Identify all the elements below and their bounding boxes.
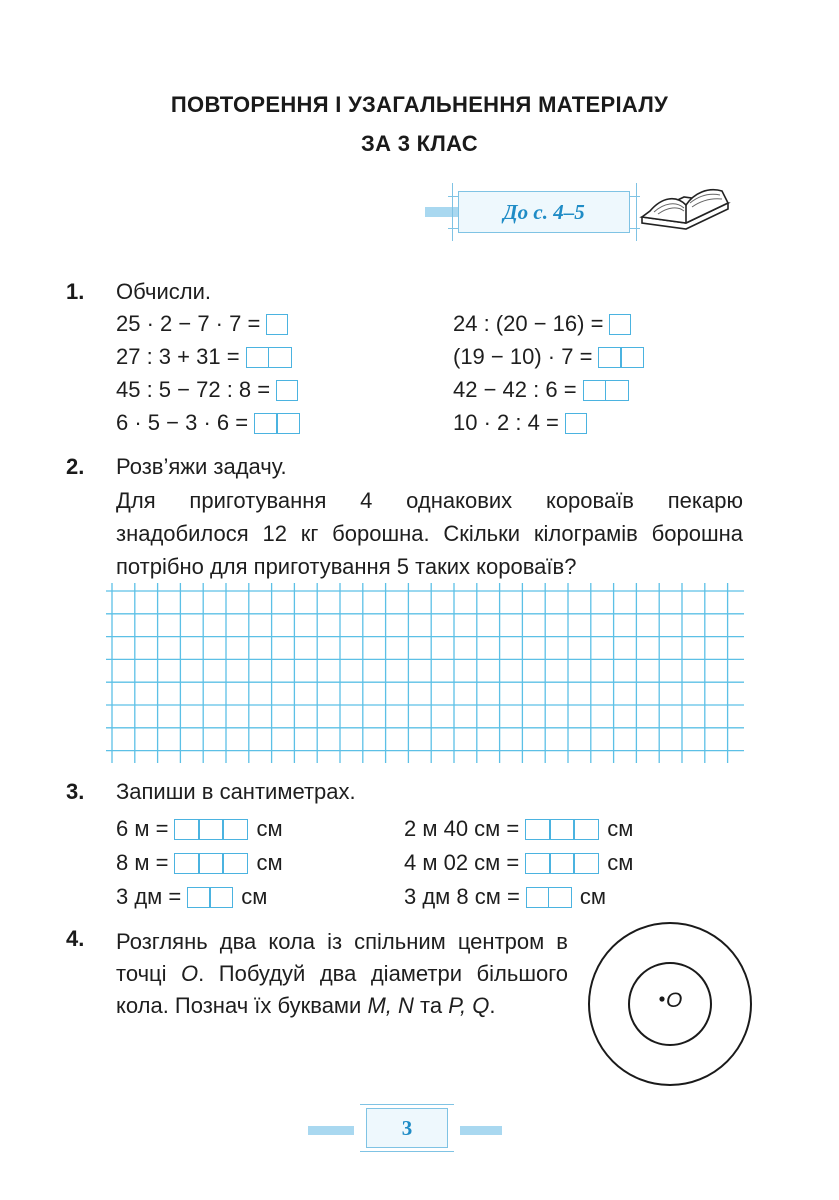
answer-box[interactable] <box>565 413 587 434</box>
page-number: 3 <box>401 1115 413 1140</box>
equation-row <box>453 344 644 370</box>
answer-box[interactable] <box>254 413 300 434</box>
answer-box[interactable] <box>174 853 248 874</box>
equation-row <box>116 311 288 337</box>
page-title-line1: ПОВТОРЕННЯ І УЗАГАЛЬНЕННЯ МАТЕРІАЛУ <box>170 92 669 117</box>
unit-label: см <box>607 816 634 841</box>
equation-row <box>116 344 292 370</box>
page-bar-left <box>308 1126 354 1135</box>
equation-expression: 6 · 5 − 3 · 6 = <box>116 410 249 435</box>
answer-box[interactable] <box>246 347 292 368</box>
task-1-number: 1. <box>66 279 85 304</box>
equation-row <box>404 850 633 876</box>
task-2-number: 2. <box>66 454 85 479</box>
equation-row <box>116 816 283 842</box>
task-4-text-part4: . <box>489 993 496 1018</box>
equation-expression: 3 дм = <box>116 884 182 909</box>
page-number-tick <box>360 1151 454 1152</box>
task-4-letters-mn: M, N <box>367 993 414 1018</box>
equation-expression: 27 : 3 + 31 = <box>116 344 240 369</box>
concentric-circles-figure[interactable] <box>586 920 756 1090</box>
answer-box[interactable] <box>187 887 233 908</box>
textbook-reference-label: До с. 4–5 <box>503 199 585 224</box>
equation-expression: 3 дм 8 см = <box>404 884 520 909</box>
answer-box[interactable] <box>609 314 631 335</box>
task-4-text-part2: . Побудуй два діаметри більшого кола. Познач їх буквами <box>116 961 568 1018</box>
answer-box[interactable] <box>276 380 298 401</box>
answer-grid[interactable] <box>106 583 744 763</box>
unit-label: см <box>256 816 283 841</box>
page-number-box <box>366 1108 448 1148</box>
task-4-number: 4. <box>66 926 85 951</box>
reference-bar <box>425 207 459 217</box>
equation-expression: 4 м 02 см = <box>404 850 520 875</box>
equation-row <box>404 884 606 910</box>
unit-label: см <box>241 884 268 909</box>
task-4-text-part1: Розглянь два кола із спільним центром в точці <box>116 929 568 986</box>
answer-box[interactable] <box>525 819 599 840</box>
equation-expression: 25 · 2 − 7 · 7 = <box>116 311 261 336</box>
answer-box[interactable] <box>526 887 572 908</box>
textbook-reference <box>458 191 630 233</box>
reference-tick <box>452 183 453 241</box>
answer-box[interactable] <box>174 819 248 840</box>
answer-box[interactable] <box>525 853 599 874</box>
task-2-problem: Для приготування 4 однакових короваїв пекарю знадобилося 12 кг борошна. Скільки кілограмів борошна потрібно для приготування 5 таких короваїв? <box>116 488 743 579</box>
open-book-icon <box>636 183 732 233</box>
equation-expression: 24 : (20 − 16) = <box>453 311 604 336</box>
page-number-tick <box>360 1104 454 1105</box>
task-4-text <box>116 926 568 1022</box>
equation-expression: 45 : 5 − 72 : 8 = <box>116 377 271 402</box>
equation-expression: 42 − 42 : 6 = <box>453 377 577 402</box>
unit-label: см <box>607 850 634 875</box>
equation-row <box>116 850 283 876</box>
equation-expression: 8 м = <box>116 850 169 875</box>
equation-expression: (19 − 10) · 7 = <box>453 344 593 369</box>
equation-row <box>453 377 629 403</box>
unit-label: см <box>256 850 283 875</box>
answer-box[interactable] <box>598 347 644 368</box>
equation-row <box>116 410 300 436</box>
task-4-letters-pq: P, Q <box>448 993 490 1018</box>
equation-row <box>116 884 267 910</box>
center-point <box>659 996 664 1001</box>
unit-label: см <box>579 884 606 909</box>
equation-expression: 10 · 2 : 4 = <box>453 410 559 435</box>
equation-row <box>453 410 587 436</box>
task-3-number: 3. <box>66 779 85 804</box>
page-title-line2: ЗА 3 КЛАС <box>361 131 478 156</box>
task-2-instruction: Розв’яжи задачу. <box>116 454 287 479</box>
equation-row <box>404 816 633 842</box>
task-4-point-o: O <box>181 961 199 986</box>
task-4-text-part3: та <box>413 993 449 1018</box>
task-3-instruction: Запиши в сантиметрах. <box>116 779 356 804</box>
equation-expression: 2 м 40 см = <box>404 816 520 841</box>
equation-expression: 6 м = <box>116 816 169 841</box>
answer-box[interactable] <box>583 380 629 401</box>
answer-box[interactable] <box>266 314 288 335</box>
equation-row <box>116 377 298 403</box>
task-1-instruction: Обчисли. <box>116 279 211 304</box>
equation-row <box>453 311 631 337</box>
page-bar-right <box>460 1126 502 1135</box>
center-label: O <box>666 989 683 1012</box>
